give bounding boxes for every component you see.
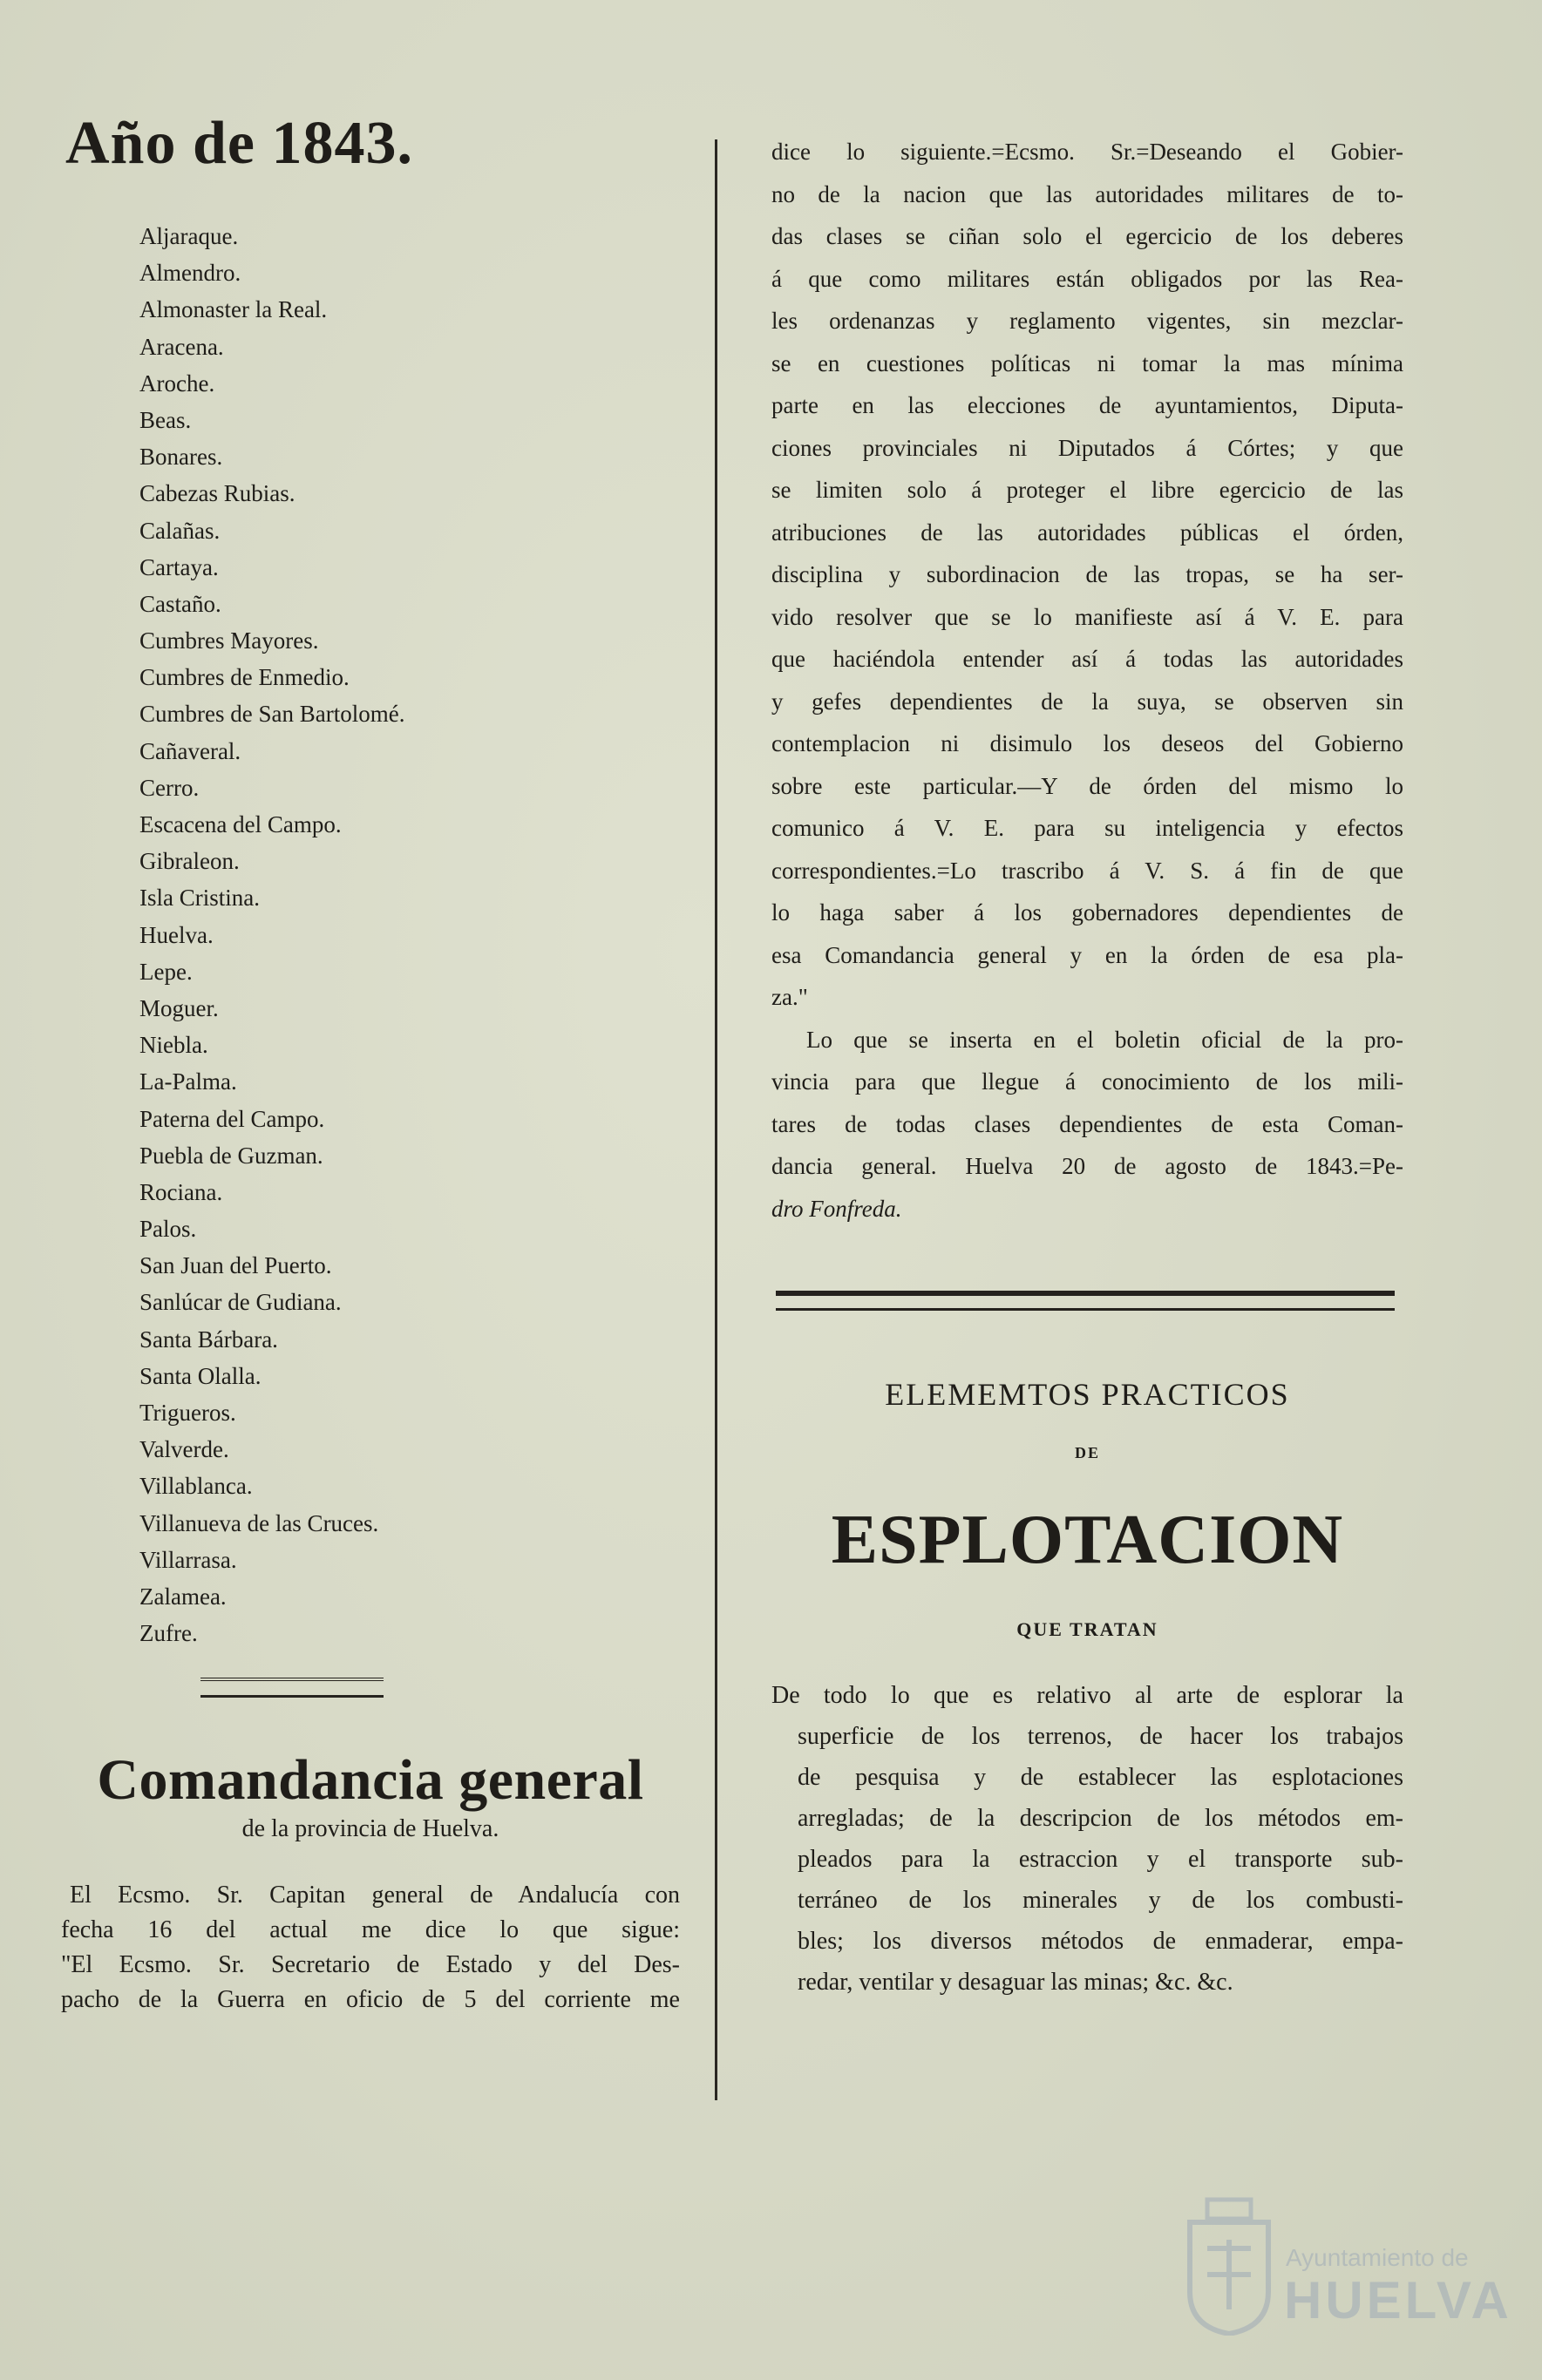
text-line: contemplacion ni disimulo los deseos del Gobierno — [771, 730, 1403, 756]
town-item: Beas. — [139, 406, 192, 433]
text-line: se en cuestiones políticas ni tomar la mas mínima — [771, 349, 1403, 376]
description-line: terráneo de los minerales y de los combusti- — [798, 1887, 1403, 1914]
text-line: á que como militares están obligados por las Rea- — [771, 265, 1403, 292]
town-item: Cerro. — [139, 774, 200, 801]
text-line: sobre este particular.—Y de órden del mismo lo — [771, 772, 1403, 799]
closing-line: Lo que se inserta en el boletin oficial de la pro- — [806, 1026, 1403, 1053]
town-item: Almendro. — [139, 260, 241, 287]
publication-header — [771, 1376, 1403, 1653]
town-item: Isla Cristina. — [139, 885, 260, 912]
right-text — [771, 131, 1403, 1019]
text-line: atribuciones de las autoridades públicas el órden, — [771, 519, 1403, 546]
town-item: La-Palma. — [139, 1068, 237, 1095]
watermark-small-text: Ayuntamiento de — [1286, 2244, 1469, 2271]
paragraph-line: pacho de la Guerra en oficio de 5 del corriente me — [61, 1986, 680, 2014]
text-line: que haciéndola entender así á todas las autoridades — [771, 646, 1403, 672]
town-item: Cabezas Rubias. — [139, 480, 295, 507]
town-item: Sanlúcar de Gudiana. — [139, 1289, 342, 1316]
paragraph-line: El Ecsmo. Sr. Capitan general de Andalucía con — [70, 1882, 680, 1909]
town-item: Cartaya. — [139, 553, 219, 580]
town-item: Villarrasa. — [139, 1546, 237, 1573]
town-item: Rociana. — [139, 1178, 223, 1205]
publication-title-line1: ELEMEMTOS PRACTICOS — [885, 1377, 1290, 1412]
signature: dro Fonfreda. — [771, 1195, 902, 1222]
town-item: Villanueva de las Cruces. — [139, 1509, 379, 1536]
town-item: Cañaveral. — [139, 737, 241, 764]
text-line: se limiten solo á proteger el libre egercicio de las — [771, 477, 1403, 503]
text-line: dice lo siguiente.=Ecsmo. Sr.=Deseando el Gobier- — [771, 139, 1403, 165]
town-item: Bonares. — [139, 444, 223, 471]
town-item: Cumbres de San Bartolomé. — [139, 701, 405, 728]
publication-title-line4: QUE TRATAN — [1016, 1618, 1158, 1640]
town-item: Gibraleon. — [139, 848, 240, 875]
description-line: arregladas; de la descripcion de los métodos em- — [798, 1805, 1403, 1832]
section-rule — [776, 1291, 1395, 1311]
town-item: Escacena del Campo. — [139, 811, 342, 837]
publication-title-main: ESPLOTACION — [831, 1502, 1344, 1578]
text-line: les ordenanzas y reglamento vigentes, sin mezclar- — [771, 308, 1403, 334]
town-item: Niebla. — [139, 1032, 208, 1059]
town-list — [61, 218, 680, 1651]
closing-line: vincia para que llegue á conocimiento de los mili- — [771, 1068, 1403, 1095]
town-item: Trigueros. — [139, 1400, 236, 1426]
paragraph-line: "El Ecsmo. Sr. Secretario de Estado y del Des- — [61, 1951, 680, 1979]
text-line: za." — [771, 984, 808, 1010]
text-line: vido resolver que se lo manifieste así á V. E. para — [771, 603, 1403, 630]
town-item: Paterna del Campo. — [139, 1105, 325, 1132]
text-line: parte en las elecciones de ayuntamientos, Diputa- — [771, 392, 1403, 418]
watermark-big-text: HUELVA — [1284, 2271, 1512, 2329]
description-line: De todo lo que es relativo al arte de esplorar la — [771, 1682, 1403, 1709]
town-item: Huelva. — [139, 921, 214, 948]
town-item: Aljaraque. — [139, 223, 239, 249]
signature-line — [771, 1188, 1403, 1231]
town-item: Cumbres de Enmedio. — [139, 664, 350, 691]
town-item: Lepe. — [139, 958, 193, 985]
town-item: Aracena. — [139, 333, 224, 360]
ornamental-rule — [200, 1678, 384, 1698]
watermark — [1181, 2196, 1512, 2336]
text-line: y gefes dependientes de la suya, se observen sin — [771, 688, 1403, 715]
section-title: Comandancia general — [97, 1748, 644, 1813]
town-item: Zalamea. — [139, 1583, 227, 1610]
town-item: Puebla de Guzman. — [139, 1142, 323, 1169]
paragraph-line: fecha 16 del actual me dice lo que sigue: — [61, 1916, 680, 1944]
right-column — [771, 131, 1403, 2003]
description-line: superficie de los terrenos, de hacer los trabajos — [798, 1723, 1403, 1750]
description-line: redar, ventilar y desaguar las minas; &c. &c. — [798, 1969, 1233, 1996]
closing-paragraph — [771, 1019, 1403, 1188]
town-item: Palos. — [139, 1216, 197, 1243]
text-line: lo haga saber á los gobernadores dependientes de — [771, 899, 1403, 926]
text-line: no de la nacion que las autoridades militares de to- — [771, 180, 1403, 207]
town-item: Valverde. — [139, 1436, 229, 1463]
town-item: Castaño. — [139, 590, 221, 617]
shield-icon — [1181, 2196, 1277, 2336]
year-title: Año de 1843. — [65, 110, 413, 177]
town-item: Villablanca. — [139, 1473, 253, 1500]
town-item: Moguer. — [139, 994, 219, 1021]
publication-description — [771, 1675, 1403, 2003]
left-column — [61, 105, 680, 2017]
closing-line: tares de todas clases dependientes de esta Coman- — [771, 1110, 1403, 1137]
town-item: Calañas. — [139, 517, 221, 544]
text-line: ciones provinciales ni Diputados á Córtes; y que — [771, 434, 1403, 461]
town-item: Almonaster la Real. — [139, 296, 328, 323]
column-divider — [715, 139, 717, 2100]
description-line: pleados para la estraccion y el transporte sub- — [798, 1846, 1403, 1873]
town-item: Aroche. — [139, 370, 215, 397]
description-line: bles; los diversos métodos de enmaderar, empa- — [798, 1928, 1403, 1955]
town-item: San Juan del Puerto. — [139, 1252, 332, 1279]
town-item: Santa Bárbara. — [139, 1326, 278, 1353]
text-line: comunico á V. E. para su inteligencia y efectos — [771, 815, 1403, 841]
text-line: esa Comandancia general y en la órden de esa pla- — [771, 941, 1403, 968]
left-paragraph — [61, 1878, 680, 2017]
town-item: Zufre. — [139, 1620, 198, 1647]
town-item: Santa Olalla. — [139, 1362, 262, 1389]
description-line: de pesquisa y de establecer las esplotaciones — [798, 1764, 1403, 1791]
publication-title-line2: DE — [1074, 1444, 1100, 1461]
town-item: Cumbres Mayores. — [139, 627, 319, 654]
section-subtitle: de la provincia de Huelva. — [241, 1815, 499, 1843]
text-line: disciplina y subordinacion de las tropas, se ha ser- — [771, 561, 1403, 587]
closing-line: dancia general. Huelva 20 de agosto de 1843.=Pe- — [771, 1153, 1403, 1179]
text-line: das clases se ciñan solo el egercicio de los deberes — [771, 223, 1403, 249]
text-line: correspondientes.=Lo trascribo á V. S. á fin de que — [771, 857, 1403, 884]
